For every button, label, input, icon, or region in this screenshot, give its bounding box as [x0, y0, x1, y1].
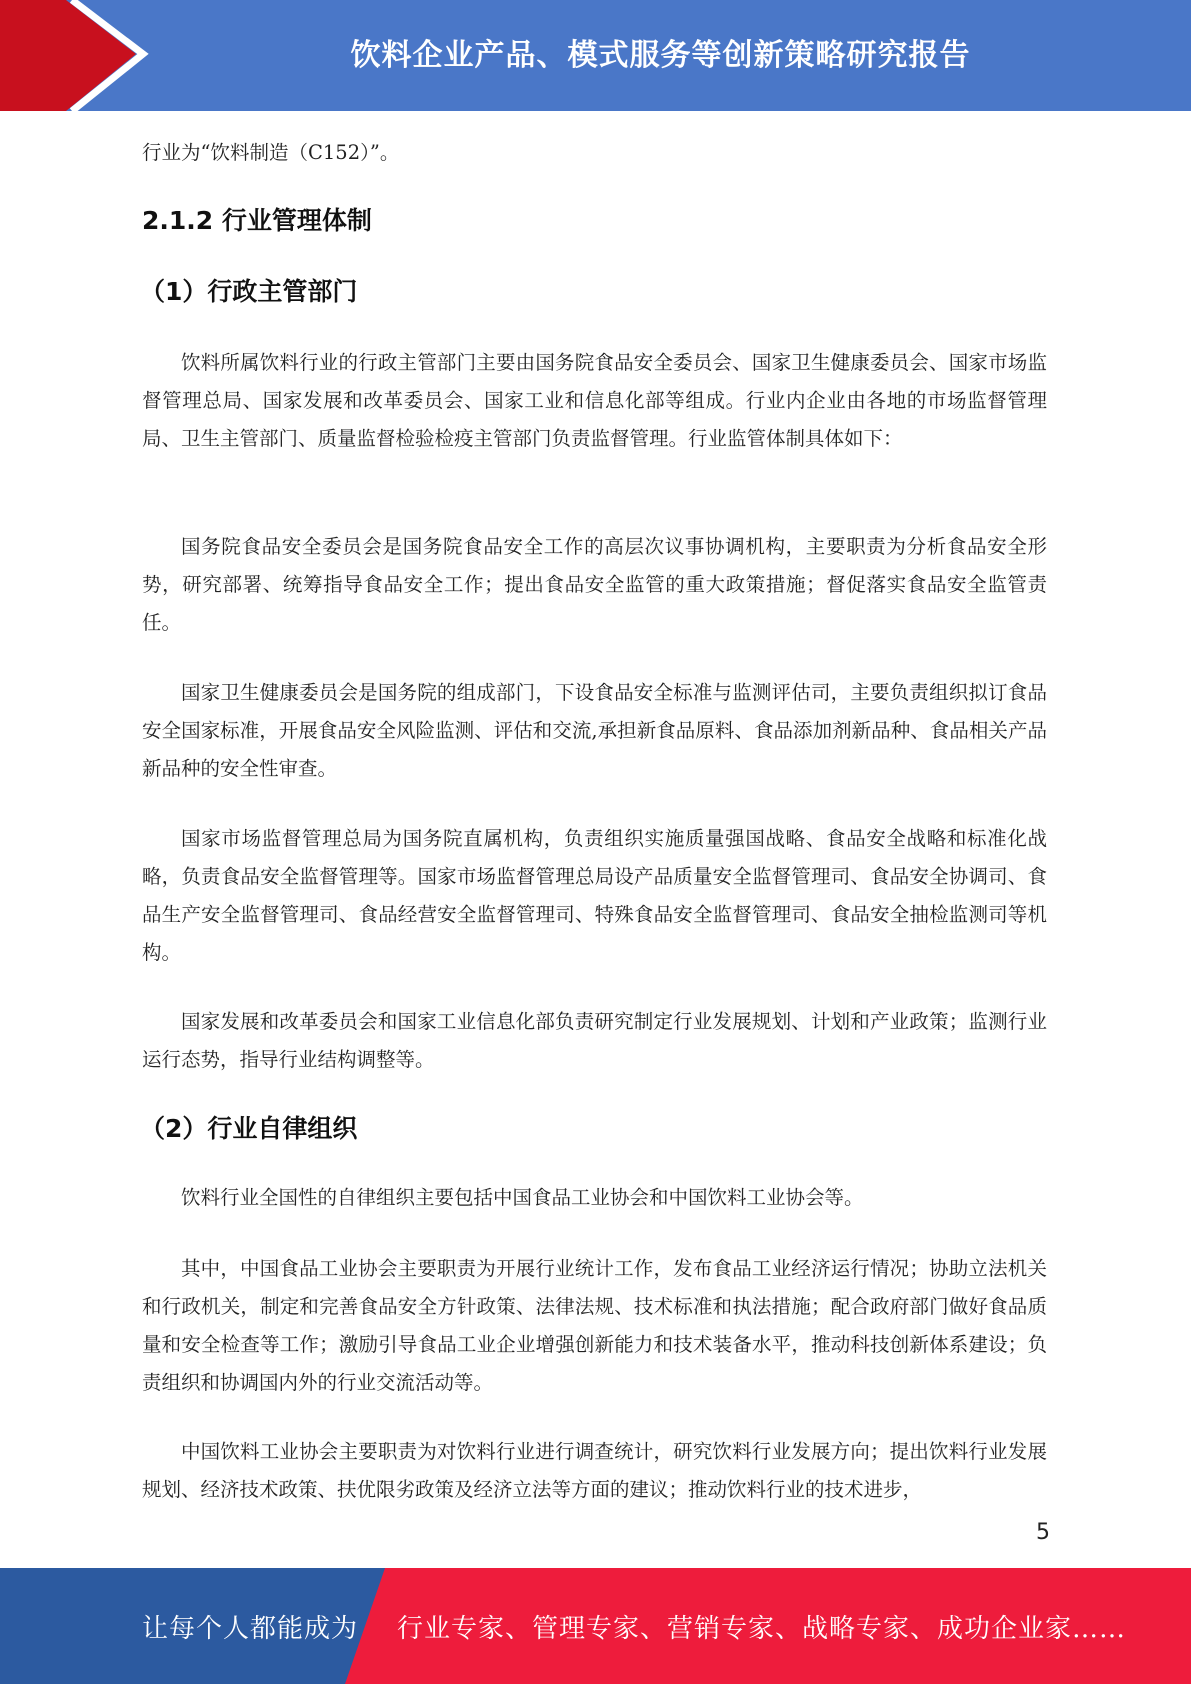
footer-banner [0, 1568, 1191, 1684]
subsection-heading-administration: （1）行政主管部门 [140, 277, 358, 306]
footer-slogan-left: 让每个人都能成为 [142, 1613, 359, 1644]
paragraph: 国务院食品安全委员会是国务院食品安全工作的高层次议事协调机构，主要职责为分析食品安全形势，研究部署、统筹指导食品安全工作；提出食品安全监管的重大政策措施；督促落实食品安全监管责任。 [142, 535, 1047, 634]
header-title: 饮料企业产品、模式服务等创新策略研究报告 [350, 37, 971, 73]
paragraph: 国家市场监督管理总局为国务院直属机构，负责组织实施质量强国战略、食品安全战略和标准化战略，负责食品安全监督管理等。国家市场监督管理总局设产品质量安全监督管理司、食品安全协调司、食品生产安全监督管理司、食品经营安全监督管理司、特殊食品安全监督管理司、食品安全抽检监测司等机构。 [142, 827, 1047, 964]
paragraph: 饮料行业全国性的自律组织主要包括中国食品工业协会和中国饮料工业协会等。 [181, 1186, 864, 1209]
paragraph: 中国饮料工业协会主要职责为对饮料行业进行调查统计，研究饮料行业发展方向；提出饮料行业发展规划、经济技术政策、扶优限劣政策及经济立法等方面的建议；推动饮料行业的技术进步， [142, 1440, 1047, 1501]
paragraph: 其中，中国食品工业协会主要职责为开展行业统计工作，发布食品工业经济运行情况；协助立法机关和行政机关，制定和完善食品安全方针政策、法律法规、技术标准和执法措施；配合政府部门做好食品质量和安全检查等工作；激励引导食品工业企业增强创新能力和技术装备水平，推动科技创新体系建设；负责组织和协调国内外的行业交流活动等。 [142, 1257, 1047, 1394]
section-heading: 2.1.2 行业管理体制 [142, 206, 372, 235]
paragraph: 国家卫生健康委员会是国务院的组成部门，下设食品安全标准与监测评估司，主要负责组织拟订食品安全国家标准，开展食品安全风险监测、评估和交流,承担新食品原料、食品添加剂新品种、食品相关产品新品种的安全性审查。 [142, 681, 1047, 780]
header-banner [0, 0, 1191, 111]
paragraph: 饮料所属饮料行业的行政主管部门主要由国务院食品安全委员会、国家卫生健康委员会、国家市场监督管理总局、国家发展和改革委员会、国家工业和信息化部等组成。行业内企业由各地的市场监督管理局、卫生主管部门、质量监督检验检疫主管部门负责监督管理。行业监管体制具体如下： [142, 351, 1047, 450]
intro-line: 行业为“饮料制造（C152）”。 [142, 141, 400, 164]
paragraph: 国家发展和改革委员会和国家工业信息化部负责研究制定行业发展规划、计划和产业政策；监测行业运行态势，指导行业结构调整等。 [142, 1010, 1047, 1071]
footer-slogan-right: 行业专家、管理专家、营销专家、战略专家、成功企业家…… [397, 1613, 1127, 1644]
page-number: 5 [1036, 1520, 1050, 1545]
subsection-heading-self-regulation: （2）行业自律组织 [140, 1114, 358, 1143]
